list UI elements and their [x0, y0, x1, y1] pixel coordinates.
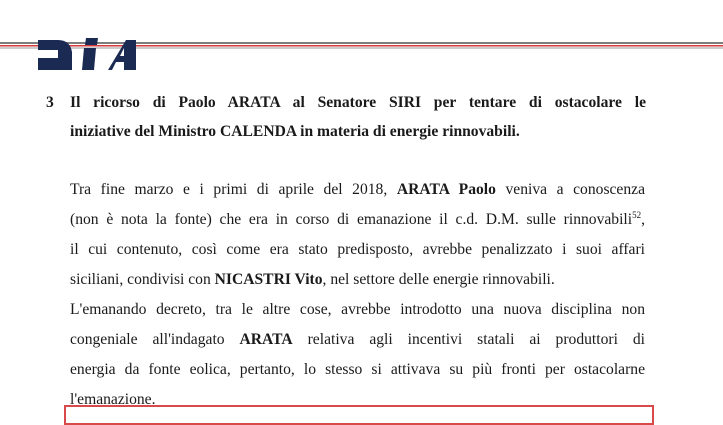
text-run: relativa agli incentivi statali ai produttori di [292, 331, 645, 348]
section-title-text-1: Il ricorso di Paolo ARATA al Senatore SIRI per tentare di ostacolare le [70, 94, 646, 111]
footnote-ref-52[interactable]: 52 [632, 210, 642, 220]
highlight-box [64, 405, 654, 425]
text-run: Tra fine marzo e i primi di aprile del 2018, [70, 181, 397, 198]
section-number: 3 [46, 94, 54, 111]
paragraph-2-line-2 [70, 325, 645, 355]
text-run: , nel settore delle energie rinnovabili. [322, 271, 555, 288]
person-name-arata: ARATA Paolo [396, 181, 496, 198]
text-run: siciliani, condivisi con [70, 271, 215, 288]
body-text [70, 175, 645, 415]
section-title-line-2: iniziative del Ministro CALENDA in materia di energie rinnovabili. [70, 123, 520, 140]
text-run: , [641, 211, 645, 228]
text-run: (non è nota la fonte) che era in corso di emanazione il c.d. D.M. sulle rinnovabili [70, 211, 633, 228]
paragraph-2-line-1: L'emanando decreto, tra le altre cose, avrebbe introdotto una nuova disciplina non [70, 301, 645, 318]
paragraph-2-line-4: l'emanazione. [70, 391, 156, 408]
person-name-nicastri: NICASTRI Vito [214, 271, 323, 288]
paragraph-1-line-2 [70, 205, 645, 235]
text-run: congeniale all'indagato [70, 331, 240, 348]
paragraph-1-line-1 [70, 175, 645, 205]
text-run: veniva a conoscenza [495, 181, 645, 198]
dia-logo [36, 36, 140, 74]
paragraph-2-line-3: energia da fonte eolica, pertanto, lo stesso si attivava su più fronti per ostacolarne [70, 361, 645, 378]
section-title-line-1 [46, 88, 646, 117]
paragraph-1-line-4 [70, 265, 645, 295]
section-heading [46, 88, 646, 146]
person-name-arata: ARATA [239, 331, 293, 348]
paragraph-1-line-3: il cui contenuto, così come era stato predisposto, avrebbe penalizzato i suoi affari [70, 241, 645, 258]
